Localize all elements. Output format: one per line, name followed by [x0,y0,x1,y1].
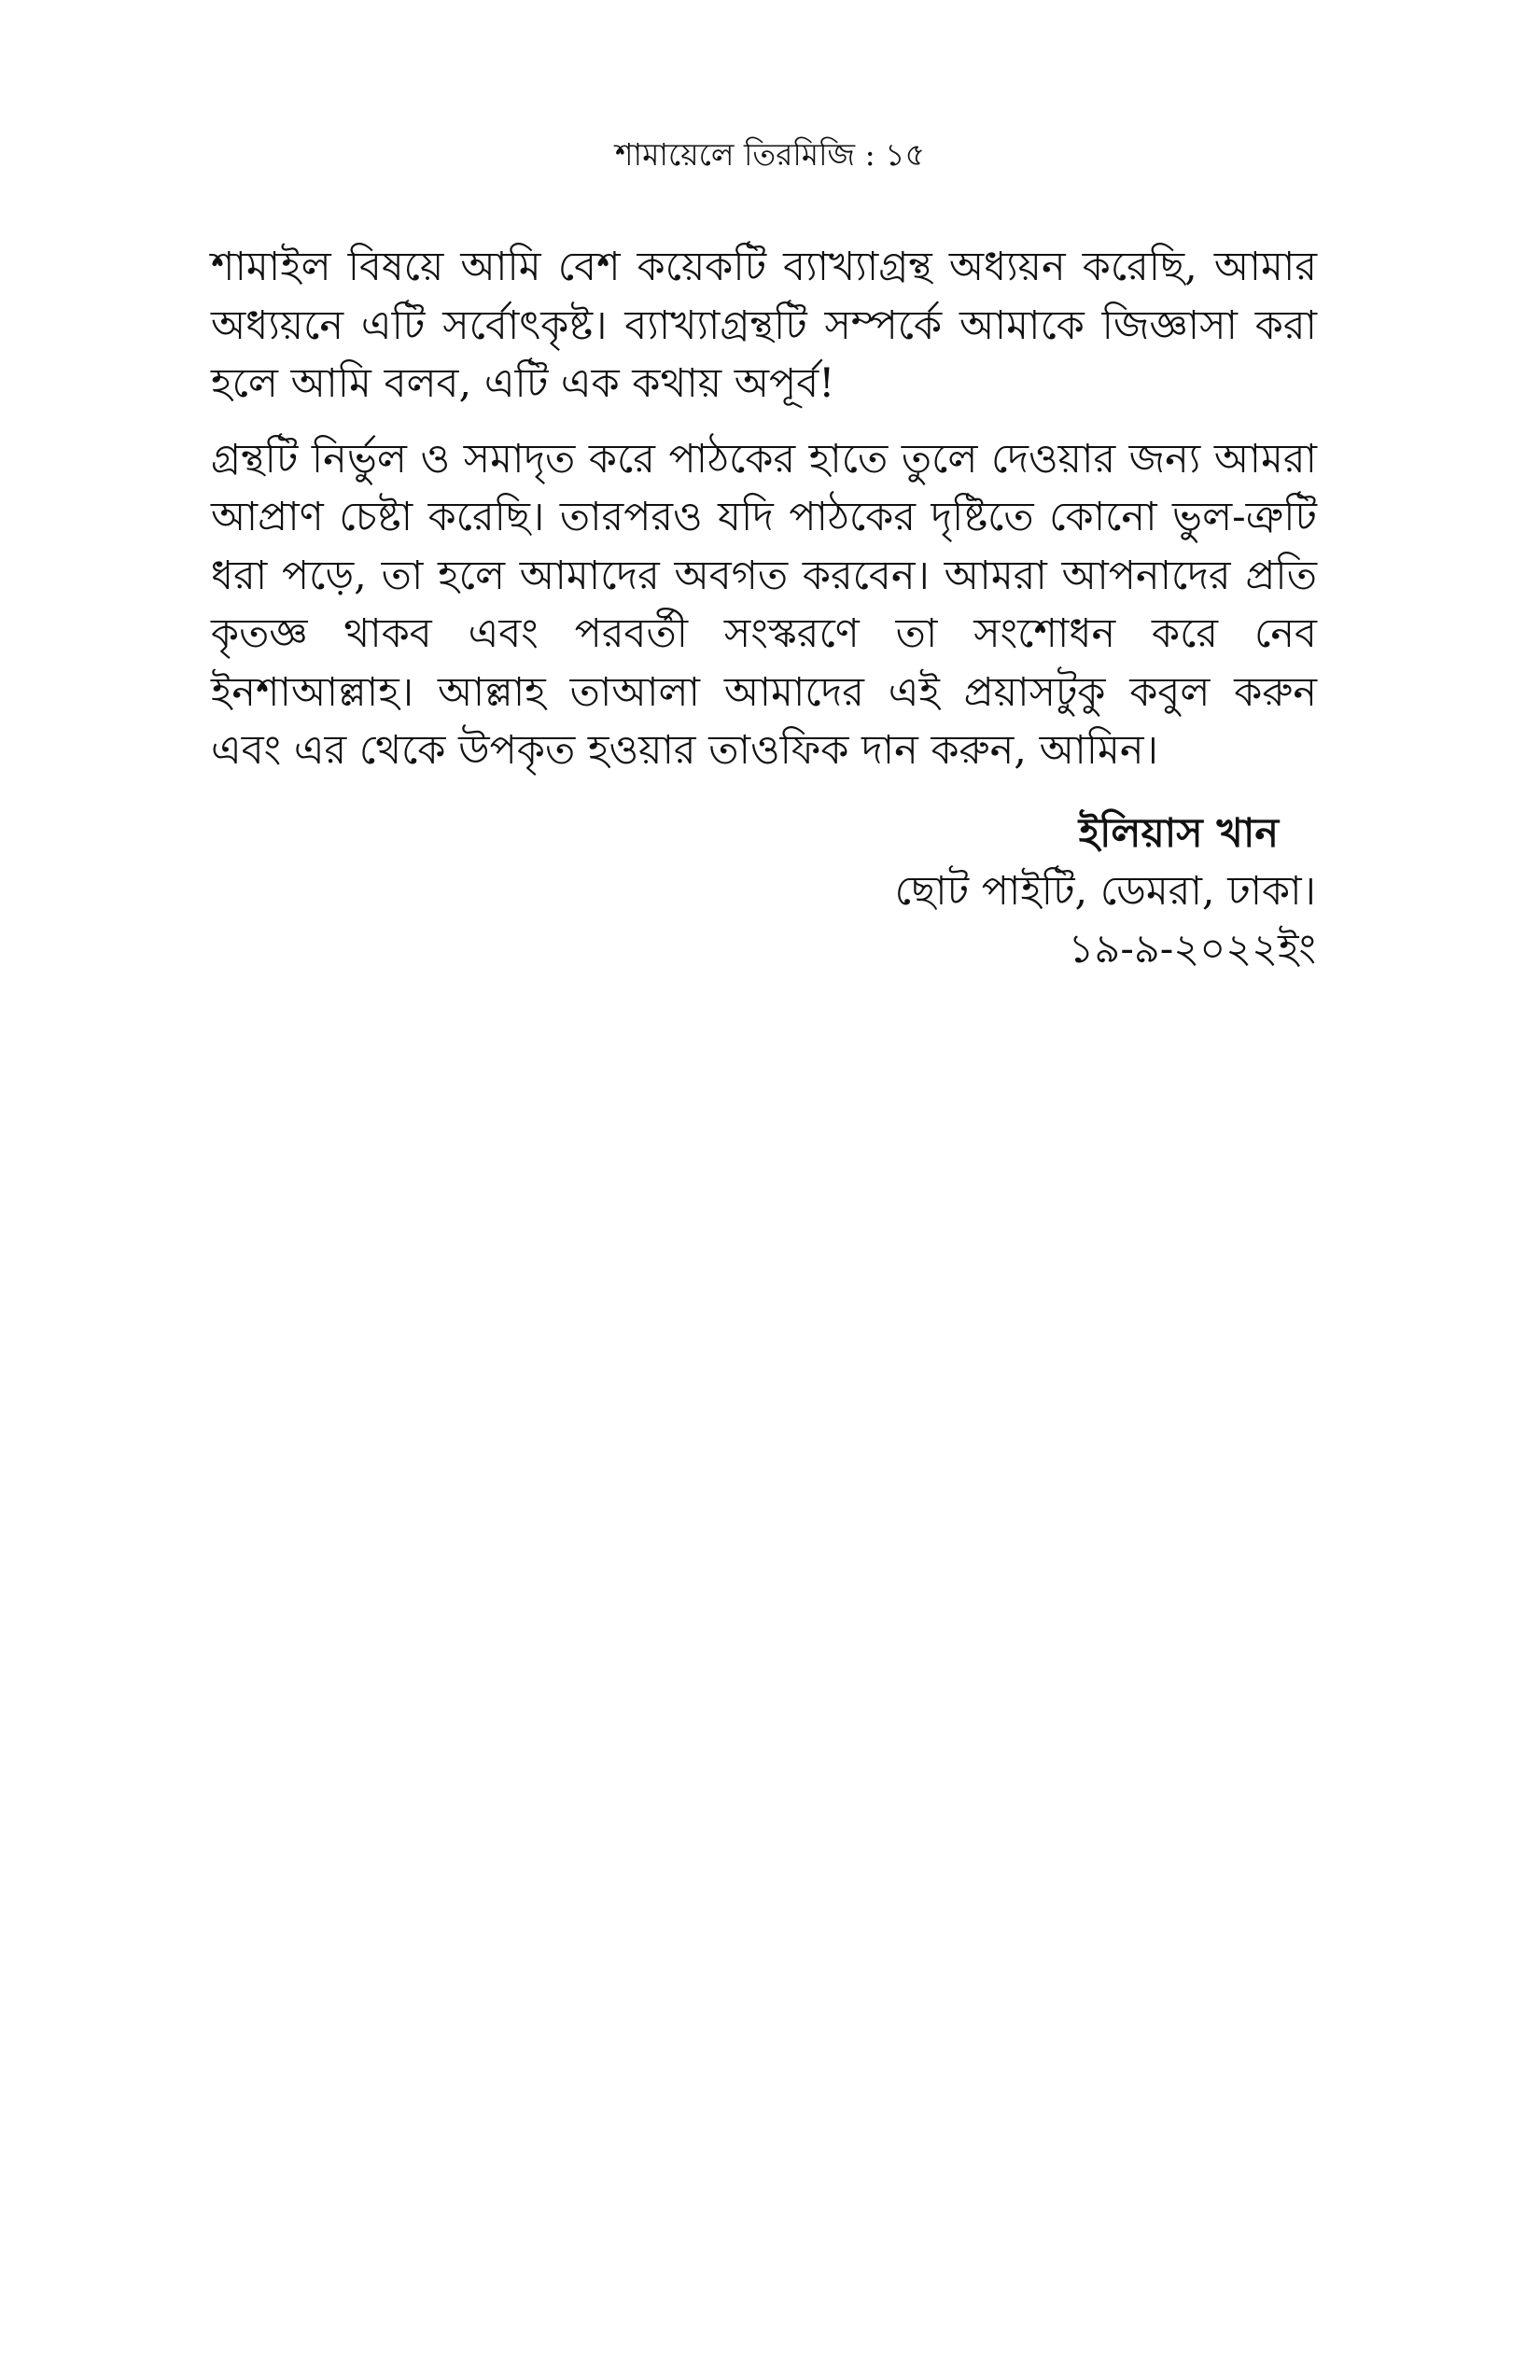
running-header: শামায়েলে তিরমিজি : ১৫ [614,136,926,173]
paragraph-2: গ্রন্থটি নির্ভুল ও সমাদৃত করে পাঠকের হাতে তুলে দেওয়ার জন্য আমরা আপ্রাণ চেষ্টা করেছি। তারপরও যদি পাঠকের দৃষ্টিতে কোনো ভুল-ত্রুটি ধরা পড়ে, তা হলে আমাদের অবগত করবেন। আমরা আপনাদের প্রতি কৃতজ্ঞ থাকব এবং পরবর্তী সংস্করণে তা সংশোধন করে নেব ইনশাআল্লাহ। আল্লাহ তাআলা আমাদের এই প্রয়াসটুকু কবুল করুন এবং এর থেকে উপকৃত হওয়ার তাওফিক দান করুন, আমিন। [211,435,1317,774]
signature-block [895,805,1316,978]
paragraph-1: শামাইল বিষয়ে আমি বেশ কয়েকটি ব্যাখ্যাগ্রন্থ অধ্যয়ন করেছি, আমার অধ্যয়নে এটি সর্বোৎকৃষ্ট। ব্যাখ্যাগ্রন্থটি সম্পর্কে আমাকে জিজ্ঞাসা করা হলে আমি বলব, এটি এক কথায় অপূর্ব! [211,244,1317,407]
body-text [211,238,1317,797]
author-address: ছোট পাইটি, ডেমরা, ঢাকা। [894,868,1316,915]
author-name: ইলিয়াস খান [1078,810,1279,857]
signature-date: ১৯-৯-২০২২ইং [1068,926,1316,973]
